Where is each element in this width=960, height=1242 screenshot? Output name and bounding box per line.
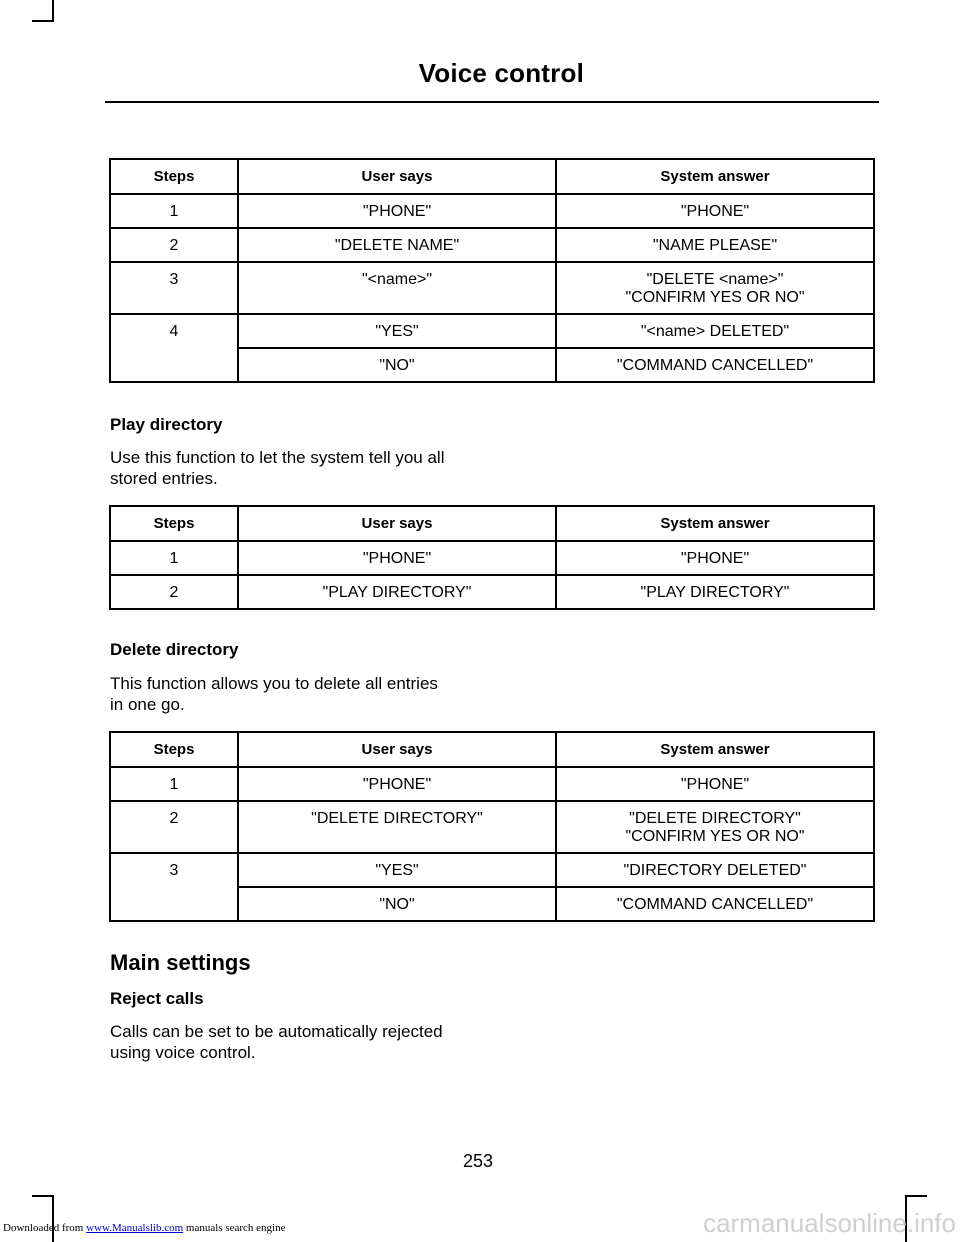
header-user-says: User says	[238, 159, 556, 194]
system-answer-cell: "<name> DELETED"	[556, 314, 874, 348]
table-row	[110, 801, 874, 853]
delete-name-table	[109, 158, 875, 383]
step-cell: 2	[110, 801, 238, 853]
user-says-cell: "NO"	[238, 887, 556, 921]
system-answer-cell: "PLAY DIRECTORY"	[556, 575, 874, 609]
table-row	[110, 314, 874, 348]
user-says-cell: "PHONE"	[238, 767, 556, 801]
header-system-answer: System answer	[556, 506, 874, 541]
user-says-cell: "PLAY DIRECTORY"	[238, 575, 556, 609]
crop-mark	[32, 20, 54, 22]
footer-suffix: manuals search engine	[183, 1222, 286, 1234]
step-cell: 3	[110, 853, 238, 921]
header-steps: Steps	[110, 159, 238, 194]
table-header-row	[110, 506, 874, 541]
page-title: Voice control	[418, 58, 584, 88]
download-footer	[3, 1222, 285, 1234]
user-says-cell: "PHONE"	[238, 541, 556, 575]
reject-calls-body: Calls can be set to be automatically rejected using voice control.	[110, 1022, 443, 1062]
play-directory-body: Use this function to let the system tell you all stored entries.	[110, 448, 445, 488]
main-settings-heading: Main settings	[110, 950, 251, 975]
page-number: 253	[463, 1151, 494, 1171]
user-says-cell: "<name>"	[238, 262, 556, 314]
system-answer-line: "DELETE <name>"	[646, 271, 784, 288]
user-says-cell: "DELETE NAME"	[238, 228, 556, 262]
delete-directory-table	[109, 731, 875, 922]
system-answer-cell	[556, 801, 874, 853]
system-answer-cell: "PHONE"	[556, 541, 874, 575]
crop-mark	[52, 1195, 54, 1242]
step-cell: 2	[110, 575, 238, 609]
table-row	[110, 541, 874, 575]
delete-directory-heading: Delete directory	[110, 640, 239, 659]
step-cell: 4	[110, 314, 238, 382]
delete-directory-body: This function allows you to delete all entries in one go.	[110, 674, 438, 714]
user-says-cell: "NO"	[238, 348, 556, 382]
step-cell: 2	[110, 228, 238, 262]
table-row	[110, 228, 874, 262]
step-cell: 1	[110, 767, 238, 801]
header-steps: Steps	[110, 732, 238, 767]
system-answer-cell: "COMMAND CANCELLED"	[556, 887, 874, 921]
play-directory-table	[109, 505, 875, 610]
footer-prefix: Downloaded from	[3, 1222, 84, 1234]
user-says-cell: "YES"	[238, 314, 556, 348]
system-answer-cell	[556, 262, 874, 314]
header-system-answer: System answer	[556, 732, 874, 767]
user-says-cell: "DELETE DIRECTORY"	[238, 801, 556, 853]
table-row	[110, 262, 874, 314]
system-answer-cell: "PHONE"	[556, 767, 874, 801]
table-row	[110, 575, 874, 609]
table-row	[110, 767, 874, 801]
table-header-row	[110, 159, 874, 194]
step-cell: 1	[110, 541, 238, 575]
system-answer-cell: "NAME PLEASE"	[556, 228, 874, 262]
crop-mark	[32, 1195, 54, 1197]
header-system-answer: System answer	[556, 159, 874, 194]
crop-mark	[52, 0, 54, 22]
table-header-row	[110, 732, 874, 767]
manualslib-link[interactable]: www.Manualslib.com	[86, 1222, 184, 1234]
user-says-cell: "YES"	[238, 853, 556, 887]
header-user-says: User says	[238, 732, 556, 767]
table-row	[110, 853, 874, 887]
header-steps: Steps	[110, 506, 238, 541]
system-answer-cell: "COMMAND CANCELLED"	[556, 348, 874, 382]
watermark: carmanualsonline.info	[703, 1208, 956, 1238]
system-answer-line: "DELETE DIRECTORY"	[629, 810, 801, 827]
play-directory-heading: Play directory	[110, 415, 223, 434]
system-answer-cell: "DIRECTORY DELETED"	[556, 853, 874, 887]
user-says-cell: "PHONE"	[238, 194, 556, 228]
reject-calls-heading: Reject calls	[110, 989, 204, 1008]
system-answer-line: "CONFIRM YES OR NO"	[625, 828, 805, 845]
header-user-says: User says	[238, 506, 556, 541]
header-rule	[105, 101, 879, 103]
system-answer-cell: "PHONE"	[556, 194, 874, 228]
step-cell: 3	[110, 262, 238, 314]
crop-mark	[905, 1195, 927, 1197]
system-answer-line: "CONFIRM YES OR NO"	[625, 289, 805, 306]
step-cell: 1	[110, 194, 238, 228]
table-row	[110, 194, 874, 228]
